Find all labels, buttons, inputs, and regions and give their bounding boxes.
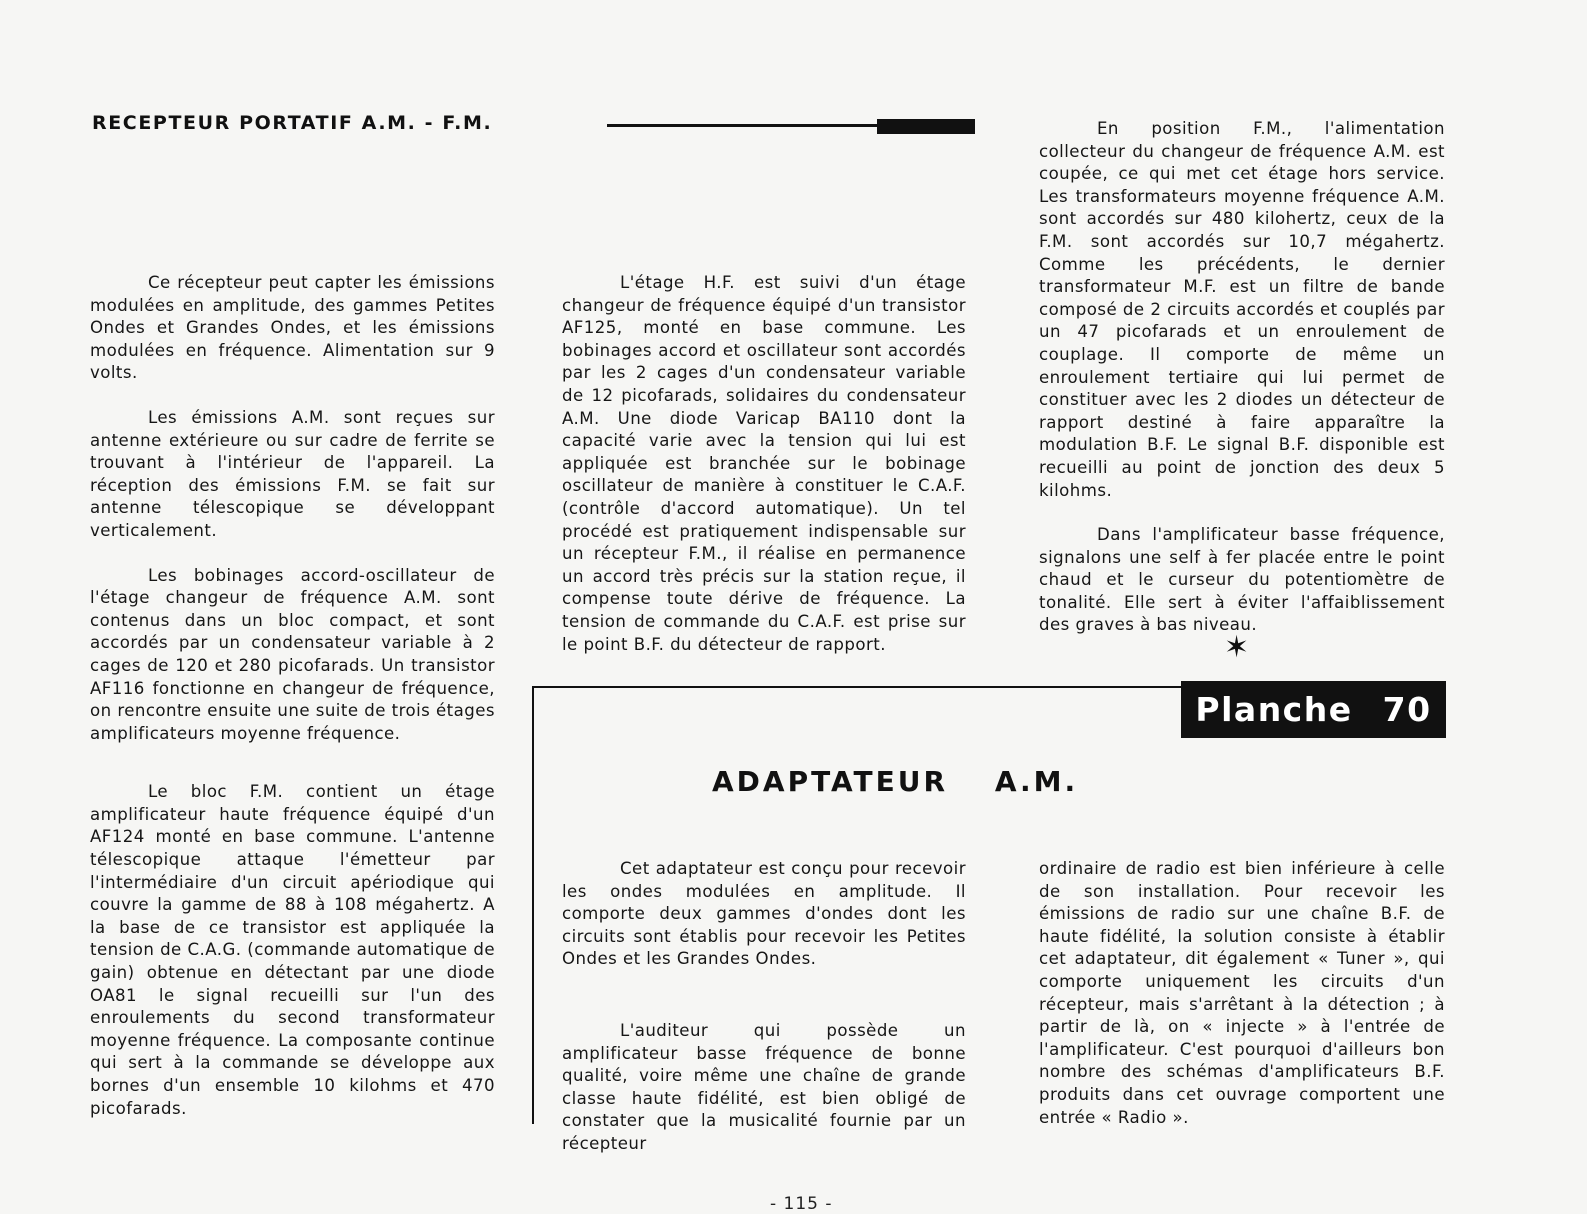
paragraph: Les bobinages accord-oscillateur de l'étage changeur de fréquence A.M. sont contenus dans un bloc compact, et sont accordés par un condensateur variable à 2 cages de 120 et 280 picofarads. Un transistor AF116 fonctionne en changeur de fréquence, on rencontre ensuite une suite de trois étages amplificateurs moyenne fréquence. bbox=[90, 565, 495, 743]
paragraph: ordinaire de radio est bien inférieure à celle de son installation. Pour recevoir les émissions de radio sur une chaîne B.F. de haute fidélité, la solution consiste à établir cet adaptateur, dit également « Tuner », qui comporte uniquement les circuits d'un récepteur, mais s'arrêtant à la détection ; à partir de là, on « injecte » à l'entrée de l'amplificateur. C'est pourquoi d'ailleurs bon nombre des schémas d'amplificateurs B.F. produits dans cet ouvrage comportent une entrée « Radio ». bbox=[1039, 859, 1445, 1127]
paragraph: Les émissions A.M. sont reçues sur antenne extérieure ou sur cadre de ferrite se trouvant à l'intérieur de l'appareil. La réception des émissions F.M. se fait sur antenne télescopique se développant verticalement. bbox=[90, 407, 495, 540]
section-title-part1: ADAPTATEUR bbox=[712, 765, 949, 798]
section-right-column bbox=[1039, 858, 1445, 1129]
section-box-left-rule bbox=[532, 686, 534, 1124]
paragraph: Le bloc F.M. contient un étage amplificateur haute fréquence équipé d'un AF124 monté en base commune. L'antenne télescopique attaque l'émetteur par l'intermédiaire d'un circuit apériodique qui couvre la gamme de 88 à 108 mégahertz. A la base de ce transistor est appliquée la tension de C.A.G. (commande automatique de gain) obtenue en détectant par une diode OA81 le signal recueilli sur l'un des enroulements du second transformateur moyenne fréquence. La composante continue qui sert à la commande se développe aux bornes d'un ensemble 10 kilohms et 470 picofarads. bbox=[90, 782, 495, 1118]
paragraph: L'auditeur qui possède un amplificateur basse fréquence de bonne qualité, voire même une chaîne de grande classe haute fidélité, est bien obligé de constater que la musicalité fournie par un récepteur bbox=[562, 1020, 966, 1153]
section-title bbox=[712, 765, 1078, 798]
planche-number: 70 bbox=[1382, 690, 1432, 729]
section-middle-column bbox=[562, 858, 966, 1156]
page-header-title: RECEPTEUR PORTATIF A.M. - F.M. bbox=[92, 112, 493, 134]
section-box-top-rule bbox=[532, 686, 1212, 688]
page-number: - 115 - bbox=[770, 1194, 833, 1214]
planche-word: Planche bbox=[1195, 690, 1353, 729]
left-column bbox=[90, 272, 495, 1120]
paragraph: Dans l'amplificateur basse fréquence, signalons une self à fer placée entre le point chaud et le curseur du potentiomètre de tonalité. Elle sert à éviter l'affaiblissement des graves à bas niveau. bbox=[1039, 525, 1445, 635]
section-title-part2: A.M. bbox=[994, 765, 1079, 798]
middle-column bbox=[562, 272, 966, 656]
header-rule bbox=[607, 124, 879, 127]
paragraph: Cet adaptateur est conçu pour recevoir les ondes modulées en amplitude. Il comporte deux gammes d'ondes dont les circuits sont établis pour recevoir les Petites Ondes et les Grandes Ondes. bbox=[562, 859, 966, 969]
right-column bbox=[1039, 118, 1445, 637]
star-separator-icon: ✶ bbox=[1224, 630, 1250, 665]
paragraph: Ce récepteur peut capter les émissions modulées en amplitude, des gammes Petites Ondes et Grandes Ondes, et les émissions modulées en fréquence. Alimentation sur 9 volts. bbox=[90, 273, 495, 383]
header-bar bbox=[877, 119, 975, 134]
planche-label bbox=[1181, 681, 1446, 738]
paragraph: L'étage H.F. est suivi d'un étage changeur de fréquence équipé d'un transistor AF125, monté en base commune. Les bobinages accord et oscillateur sont accordés par les 2 cages d'un condensateur variable de 12 picofarads, solidaires du condensateur A.M. Une diode Varicap BA110 dont la capacité varie avec la tension qui lui est appliquée est branchée sur le bobinage oscillateur de manière à constituer le C.A.F. (contrôle d'accord automatique). Un tel procédé est pratiquement indispensable sur un récepteur F.M., il réalise en permanence un accord très précis sur la station reçue, il compense toute dérive de fréquence. La tension de commande du C.A.F. est prise sur le point B.F. du détecteur de rapport. bbox=[562, 273, 966, 654]
paragraph: En position F.M., l'alimentation collecteur du changeur de fréquence A.M. est coupée, ce qui met cet étage hors service. Les transformateurs moyenne fréquence A.M. sont accordés sur 480 kilohertz, ceux de la F.M. sont accordés sur 10,7 mégahertz. Comme les précédents, le dernier transformateur M.F. est un filtre de bande composé de 2 circuits accordés et couplés par un 47 picofarads et un enroulement de couplage. Il comporte de même un enroulement tertiaire qui lui permet de constituer avec les 2 diodes un détecteur de rapport destiné à faire apparaître la modulation B.F. Le signal B.F. disponible est recueilli au point de jonction des deux 5 kilohms. bbox=[1039, 119, 1445, 500]
